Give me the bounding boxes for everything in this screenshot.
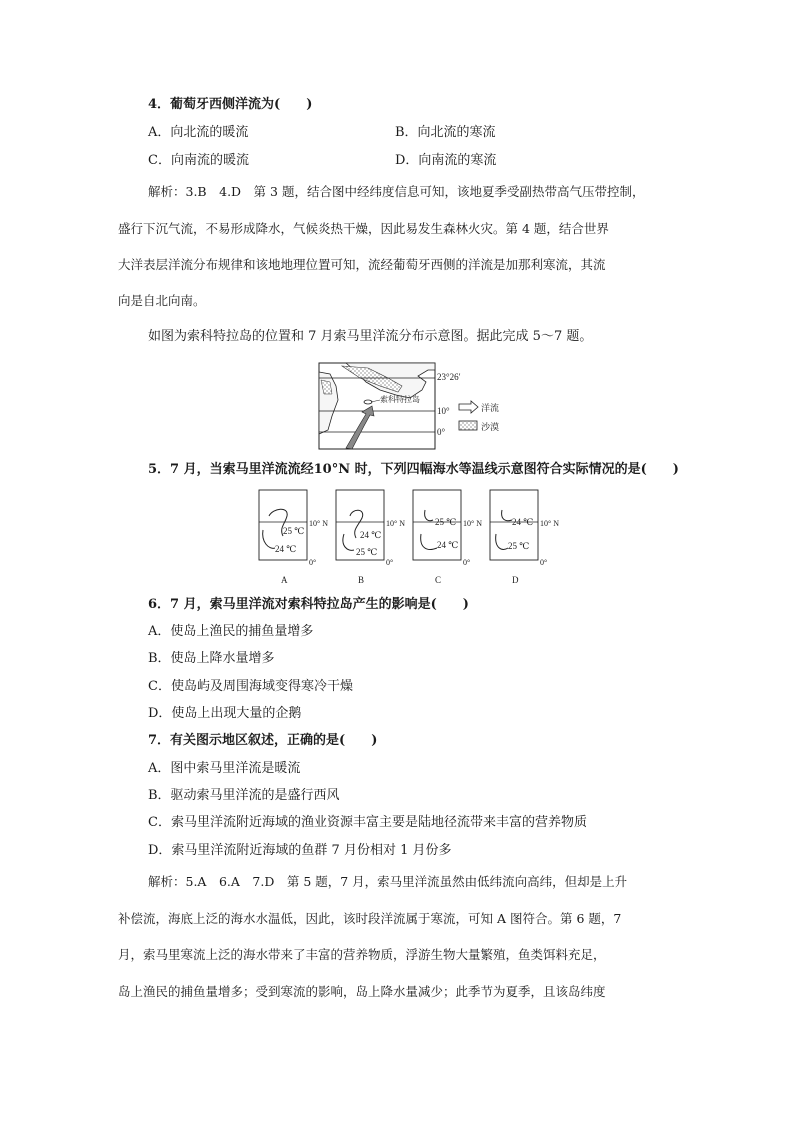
panel-a [259, 490, 328, 585]
legend-desert-icon [459, 421, 477, 430]
q4-option-c: C．向南流的暖流 [148, 153, 249, 168]
socotra-island [364, 400, 372, 404]
analysis1-line: 盛行下沉气流，不易形成降水，气候炎热干燥，因此易发生森林火灾。第 4 题，结合世界 [118, 221, 609, 236]
analysis1-line: 解析：3.B 4.D 第 3 题，结合图中经纬度信息可知，该地夏季受副热带高气压带控制， [148, 184, 645, 199]
q7-option-d: D．索马里洋流附近海域的鱼群 7 月份相对 1 月份多 [148, 843, 452, 858]
panel-a-upper-label: 25 ℃ [283, 526, 305, 536]
analysis1-line: 大洋表层洋流分布规律和该地地理位置可知，流经葡萄牙西侧的洋流是加那利寒流，其流 [118, 257, 606, 272]
q4-option-b: B．向北流的寒流 [395, 125, 496, 140]
panel-b-upper-label: 24 ℃ [360, 530, 382, 540]
analysis2-line: 补偿流，海底上泛的海水水温低，因此，该时段洋流属于寒流，可知 A 图符合。第 6 题，7 [118, 911, 622, 926]
panel-a-letter: A [281, 575, 288, 585]
legend-current-label: 洋流 [481, 403, 500, 413]
legend-desert-label: 沙漠 [481, 422, 500, 432]
panel-c-lat-mid: 10° N [463, 519, 482, 528]
analysis2-line: 月，索马里寒流上泛的海水带来了丰富的营养物质，浮游生物大量繁殖，鱼类饵料充足， [118, 947, 606, 962]
panel-d-lower-label: 25 ℃ [508, 541, 530, 551]
q6-option-b: B．使岛上降水量增多 [148, 651, 275, 666]
q7-stem: 7．有关图示地区叙述，正确的是( ) [148, 733, 378, 748]
lat-mid-label: 10° [437, 406, 450, 416]
panel-c-upper-label: 25 ℃ [435, 517, 457, 527]
somali-current-map [316, 360, 526, 452]
q4-option-d: D．向南流的寒流 [395, 153, 497, 168]
panel-a-lat-bottom: 0° [309, 558, 317, 567]
analysis2-line: 解析：5.A 6.A 7.D 第 5 题，7 月，索马里洋流虽然由低纬流向高纬，但却是上升 [148, 874, 628, 889]
panel-c-lat-bottom: 0° [463, 558, 471, 567]
panel-c [413, 490, 482, 585]
q5-stem: 5．7 月，当索马里洋流流经10°N 时，下列四幅海水等温线示意图符合实际情况的是( ) [148, 462, 679, 477]
q6-option-d: D．使岛上出现大量的企鹅 [148, 706, 302, 721]
analysis2-line: 岛上渔民的捕鱼量增多；受到寒流的影响，岛上降水量减少；此季节为夏季，且该岛纬度 [118, 984, 606, 999]
q7-option-b: B．驱动索马里洋流的是盛行西风 [148, 788, 340, 803]
q6-option-a: A．使岛上渔民的捕鱼量增多 [148, 624, 314, 639]
panel-c-lower-label: 24 ℃ [437, 540, 459, 550]
lat-top-label: 23°26′ [437, 372, 461, 382]
panel-d-lat-bottom: 0° [540, 558, 548, 567]
panel-b [336, 490, 405, 585]
q4-option-a: A．向北流的暖流 [148, 125, 249, 140]
lat-bottom-label: 0° [437, 427, 446, 437]
legend-current-icon [459, 401, 478, 413]
q4-stem: 4．葡萄牙西侧洋流为( ) [148, 97, 313, 112]
q7-option-c: C．索马里洋流附近海域的渔业资源丰富主要是陆地径流带来丰富的营养物质 [148, 815, 587, 830]
q7-option-a: A．图中索马里洋流是暖流 [148, 761, 301, 776]
panel-b-letter: B [358, 575, 365, 585]
panel-a-lat-mid: 10° N [309, 519, 328, 528]
panel-d-upper-label: 24 ℃ [512, 517, 534, 527]
island-label: 索科特拉岛 [380, 395, 420, 404]
panel-b-lat-mid: 10° N [386, 519, 405, 528]
intro-text: 如图为索科特拉岛的位置和 7 月索马里洋流分布示意图。据此完成 5～7 题。 [148, 329, 593, 344]
q6-option-c: C．使岛屿及周围海域变得寒冷干燥 [148, 679, 353, 694]
q6-stem: 6．7 月，索马里洋流对索科特拉岛产生的影响是( ) [148, 597, 469, 612]
panel-c-letter: C [435, 575, 442, 585]
panel-d-letter: D [512, 575, 519, 585]
panel-a-lower-label: 24 ℃ [275, 544, 297, 554]
panel-b-lower-label: 25 ℃ [356, 547, 378, 557]
panel-d [490, 490, 559, 585]
analysis1-line: 向是自北向南。 [118, 293, 206, 308]
panel-d-lat-mid: 10° N [540, 519, 559, 528]
panel-b-lat-bottom: 0° [386, 558, 394, 567]
isotherm-panels [254, 488, 584, 588]
